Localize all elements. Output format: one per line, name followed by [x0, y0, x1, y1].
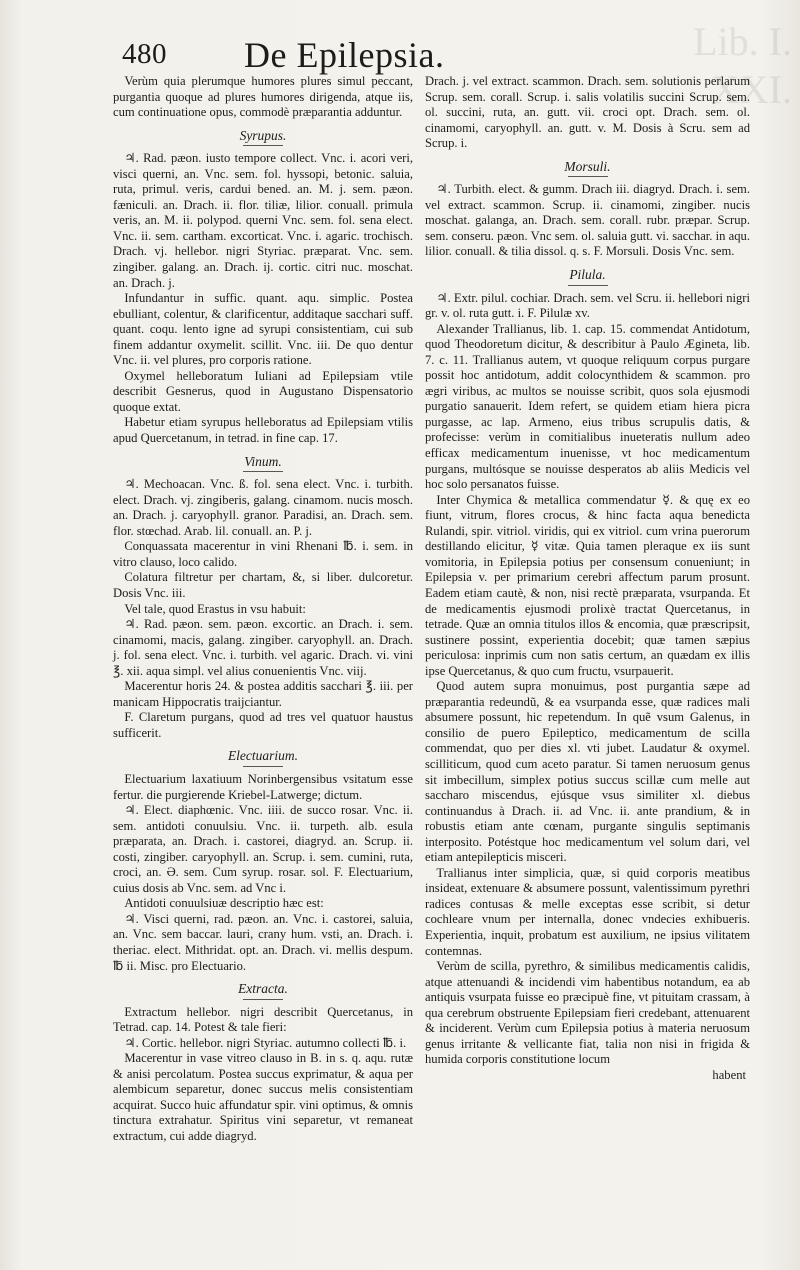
section-heading-vinum: Vinum.	[113, 454, 413, 473]
section-heading-syrupus: Syrupus.	[113, 128, 413, 147]
paragraph: Trallianus inter simplicia, quæ, si quid corporis meatibus insideat, extenuare & absumere possunt, valentissimum pyrethri radices contusas & melle exceptas esse scribit, si detur cochleare vnum per internalla, donec vndecies exhibueris. Experientia, inquit, probatum est auxilium, ne ipsius vilitatem contemnas.	[425, 865, 750, 958]
paragraph: Colatura filtretur per chartam, &, si liber. dulcoretur. Dosis Vnc. iii.	[113, 570, 413, 600]
section-heading-morsuli: Morsuli.	[425, 159, 750, 178]
paragraph: F. Claretum purgans, quod ad tres vel quatuor haustus sufficerit.	[113, 710, 413, 740]
recipe: ♃. Mechoacan. Vnc. ß. fol. sena elect. Vnc. i. turbith. elect. Drach. vj. zingiberis, galang. cinamom. nucis mosch. an. Drach. j. caryophyll. granor. Paradisi, an. Drach. sem. flor. stœchad. Arab. lil. conuall. an. P. j.	[113, 477, 413, 538]
paragraph: Verùm quia plerumque humores plures simul peccant, purgantia quoque ad plures humores dirigenda, atque iis, cum continuatione opus, commodè præparantia adduntur.	[113, 74, 413, 120]
paragraph: Extractum hellebor. nigri describit Quercetanus, in Tetrad. cap. 14. Potest & tale fieri:	[113, 1004, 413, 1035]
recipe: ♃. Visci querni, rad. pæon. an. Vnc. i. castorei, saluia, an. Vnc. sem baccar. lauri, crany hum. vsti, an. Drach. i. theriac. elect. Mithridat. opt. an. Drach. vi. mellis despum. ℔ ii. Misc. pro Electuario.	[113, 911, 413, 973]
right-column	[425, 74, 750, 1083]
recipe: ♃. Rad. pæon. sem. pæon. excortic. an Drach. i. sem. cinamomi, macis, galang. zingiber. caryophyll. an. Drach. j. fol. sena elect. Vnc. i. turbith. vel agaric. Drach. vi. vini ℥. xii. aqua simpl. vel alius conuenientis Vnc. viij.	[113, 617, 413, 678]
running-title: De Epilepsia.	[244, 35, 445, 75]
paragraph: Alexander Trallianus, lib. 1. cap. 15. commendat Antidotum, quod Theodoretum dicitur, & describitur à Paulo Ægineta, lib. 7. c. 11. Trallianus autem, vt quoque reliquum corpus purgare possit hoc antidotum, addit colocynthidem & scammon. pro ægri viribus, ac multos se nouisse scribit, quos sola ejusmodi purgatio sanauerit. Idem refert, se quidem etiam hiera picra purgasse, ac lap. Armeno, eius tribus scrupulis datis, & profecisse: verùm in comitialibus inueteratis nullum adeo efficax medicamentum inuenisse, vt hoc medicamentum purgans, multósque se nouisse desperatos ab aliis Medicis vel hoc solo persanatos fuisse.	[425, 321, 750, 492]
show-through: Lib. I. XXI.	[693, 19, 792, 112]
recipe: ♃. Extr. pilul. cochiar. Drach. sem. vel Scru. ii. hellebori nigri gr. v. ol. ruta gutt. i. F. Pilulæ xv.	[425, 290, 750, 321]
recipe: ♃. Cortic. hellebor. nigri Styriac. autumno collecti ℔. i.	[124, 1035, 407, 1050]
paragraph: Macerentur horis 24. & postea additis sacchari ℥. iii. per manicam Hippocratis traijciantur.	[113, 679, 413, 709]
paragraph: Drach. j. vel extract. scammon. Drach. sem. solutionis perlarum Scrup. sem. corall. Scrup. i. salis volatilis succini Scrup. sem. ol. succini, ruta, an. gutt. vii. croci opt. Drach. sem. ol. cinamomi, caryophyll. an. gutt. v. M. Dosis à Scru. sem ad Scrup. i.	[425, 74, 750, 151]
catchword: habent	[712, 1067, 746, 1082]
recipe: ♃. Elect. diaphœnic. Vnc. iiii. de succo rosar. Vnc. ii. sem. antidoti conuulsiu. Vnc. ii. turpeth. alb. esula præparata, an. Drach. i. castorei, diagryd. an. Scrup. ii. costi, zingiber. caryophyll. an. Scrup. i. sem. cumini, ruta, croci, an. Ə. sem. Cum syrup. rosar. sol. F. Electuarium, cuius dosis ab Vnc. sem. ad Vnc i.	[113, 803, 413, 895]
paragraph: Conquassata macerentur in vini Rhenani ℔. i. sem. in vitro clauso, loco calido.	[113, 539, 413, 569]
recipe: ♃. Turbith. elect. & gumm. Drach iii. diagryd. Drach. i. sem. vel extract. scammon. Scrup. ii. cinamomi, zingiber. nucis moschat. galanga, an. Drach. sem. corall. rubr. præpar. Scrup. sem. conseru. pæon. Vnc sem. ol. saluia gutt. vi. sacchar. in aqu. lilior. conuall. & tilia dissol. q. s. F. Morsuli. Dosis Vnc. sem.	[425, 182, 750, 259]
paragraph: Macerentur in vase vitreo clauso in B. in s. q. aqu. rutæ & anisi percolatum. Postea succus exprimatur, & aqua per alembicum separetur, donec succus melis consistentiam acquirat. Succo huic affundatur spir. vini optimus, & omnis tinctura extrahatur. Spiritus vini separetur, vt remaneat extractum, cui adde diagryd.	[113, 1051, 413, 1143]
paragraph: Infundantur in suffic. quant. aqu. simplic. Postea ebulliant, colentur, & clarificentur, additaque sacchari suff. quant. coqu. lento igne ad syrupi consistentiam, cui sub finem addantur oxymelit. scillit. Vnc. iii. De quo dentur Vnc. ii. vel plures, pro corporis ratione.	[113, 291, 413, 368]
paragraph: Verùm de scilla, pyrethro, & similibus medicamentis calidis, atque attenuandi & incidendi vim habentibus notandum, ea ab antiquis vsurpata fuisse eo præcipuè fine, vt pituitam crassam, à qua cerebrum obstruente Epilepsiam fieri credebant, attenuarent & inciderent. Verùm cum Epilepsia potius à materia neruosum genus irritante & vellicante fiat, talia non nisi in frigida & humida corporis constitutione locum	[425, 959, 750, 1067]
recipe: ♃. Rad. pæon. iusto tempore collect. Vnc. i. acori veri, visci querni, an. Vnc. sem. fol. hyssopi, betonic. saluia, ruta, primul. veris, cardui bened. an. M. j. sem. pæon. fæniculi. an. Drach. ii. flor. tiliæ, lilior. conuall. primula veris, an. M. ii. polypod. querni Vnc. sem. fol. sena elect. Vnc. ii. sem. cartham. excorticat. Vnc. i. agaric. trochisch. Drach. vj. hellebor. nigri Styriac. præparat. Vnc. sem. zingiber. galang. an. Drach. ij. cortic. citri nuc. moschat. an. Drach. j.	[113, 151, 413, 290]
page-header	[0, 22, 800, 75]
section-heading-extracta: Extracta.	[113, 981, 413, 1000]
paragraph: Quod autem supra monuimus, post purgantia sæpe ad præparantia redeundũ, & ea vsurpanda esse, quæ radices mali absumere possunt, hic repetendum. In quẽ vsum Galenus, in consilio de puero Epileptico, medicamentum de scilla commendat, quo per dies xl. vti jubet. Laudatur & oxymel. scilliticum, quod cum aceto paratur. Si tamen neruosum genus sit imbecillum, simplex potius succus scillæ cum melle aut saccharo miscendus, ejúsque vsus similiter xl. diebus continuandus à Drach. ii. ad Vnc. ii. ante prandium, & in robustis etiam ante cœnam, purgante singulis septimanis interposito. Potéstque hoc medicamentum vel solum dari, vel etiam antepilepticis misceri.	[425, 679, 750, 865]
left-column	[113, 74, 413, 1145]
section-heading-pilula: Pilula.	[425, 267, 750, 286]
paragraph: Oxymel helleboratum Iuliani ad Epilepsiam vtile describit Gesnerus, quod in Augustano Dispensatorio quoque extat.	[113, 368, 413, 414]
page-number: 480	[122, 38, 167, 70]
paragraph: Habetur etiam syrupus helleboratus ad Epilepsiam vtilis apud Quercetanum, in tetrad. in fine cap. 17.	[113, 415, 413, 446]
section-heading-electuarium: Electuarium.	[113, 748, 413, 767]
paragraph: Antidoti conuulsiuæ descriptio hæc est:	[124, 896, 324, 911]
paragraph: Vel tale, quod Erastus in vsu habuit:	[124, 601, 306, 616]
paragraph: Electuarium laxatiuum Norinbergensibus vsitatum esse fertur. die purgierende Kriebel-Latwerge; dictum.	[113, 771, 413, 802]
paragraph: Inter Chymica & metallica commendatur ☿. & quę ex eo fiunt, vitrum, flores crocus, & hinc facta aqua benedicta Rulandi, spir. vitriol. viridis, qui ex vitriol. cum vrina puerorum destillando elicitur, ☿ vitæ. Quia tamen pleraque ex iis sunt vomitoria, in Epilepsia potius per consensum conueniunt; in Epilepsia v. per primarium cerebri affectum parum prosunt. Eadem etiam cautè, & non, nisi rectè præparata, vsurpanda. Et de medicamentis ejusmodi prolixè tractat Quercetanus, in tetrade. Quæ an omnia titulos illos & encomia, quæ præscripsit, sustinere possint, experientia docebit; quæ tamen sæpius periculosa: inprimis cum non satis certum, an quædam ex illis ipse Quercetanus, & quo cum fructu, vsurpauerit.	[425, 492, 750, 678]
